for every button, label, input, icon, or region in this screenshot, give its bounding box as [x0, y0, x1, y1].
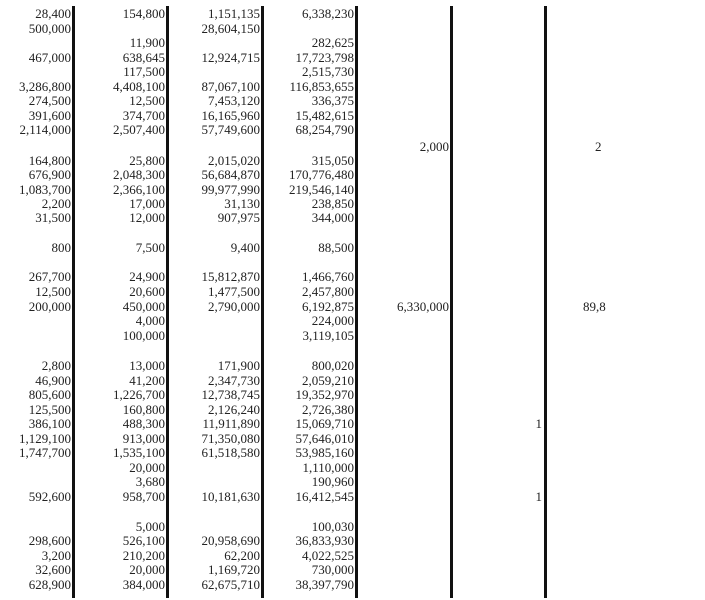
table-cell: 1,169,720: [208, 562, 260, 577]
table-cell: 628,900: [28, 577, 71, 592]
table-cell: 17,723,798: [295, 50, 354, 65]
table-cell: 11,911,890: [202, 416, 260, 431]
table-cell: 38,397,790: [295, 577, 354, 592]
table-cell: 2,366,100: [113, 182, 165, 197]
table-cell: 384,000: [122, 577, 165, 592]
table-cell: 1: [535, 416, 542, 431]
table-cell: 2,126,240: [208, 402, 260, 417]
table-cell: 15,069,710: [295, 416, 354, 431]
table-cell: 200,000: [28, 299, 71, 314]
table-cell: 7,453,120: [208, 93, 260, 108]
table-cell: 386,100: [28, 416, 71, 431]
table-cell: 2,000: [419, 139, 449, 154]
table-cell: 282,625: [311, 35, 354, 50]
table-cell: 730,000: [311, 562, 354, 577]
table-cell: 56,684,870: [201, 167, 260, 182]
table-cell: 62,675,710: [201, 577, 260, 592]
table-cell: 344,000: [311, 210, 354, 225]
table-cell: 87,067,100: [201, 79, 260, 94]
table-cell: 20,958,690: [201, 533, 260, 548]
table-cell: 274,500: [28, 93, 71, 108]
table-cell: 11,900: [129, 35, 165, 50]
table-cell: 224,000: [311, 313, 354, 328]
table-cell: 336,375: [311, 93, 354, 108]
table-cell: 88,500: [318, 240, 354, 255]
table-cell: 20,600: [129, 284, 165, 299]
table-cell: 116,853,655: [289, 79, 354, 94]
table-cell: 219,546,140: [289, 182, 354, 197]
table-cell: 238,850: [311, 196, 354, 211]
table-cell: 210,200: [122, 548, 165, 563]
table-cell: 2,048,300: [113, 167, 165, 182]
table-cell: 2,059,210: [302, 373, 354, 388]
table-cell: 31,500: [35, 210, 71, 225]
table-cell: 28,604,150: [201, 21, 260, 36]
table-cell: 500,000: [28, 21, 71, 36]
table-cell: 805,600: [28, 387, 71, 402]
table-cell: 170,776,480: [289, 167, 354, 182]
table-cell: 2,347,730: [208, 373, 260, 388]
table-cell: 2: [595, 139, 602, 154]
table-cell: 12,000: [129, 210, 165, 225]
table-cell: 36,833,930: [295, 533, 354, 548]
table-cell: 12,738,745: [201, 387, 260, 402]
table-cell: 1,110,000: [302, 460, 354, 475]
table-cell: 17,000: [129, 196, 165, 211]
table-cell: 1,747,700: [19, 445, 71, 460]
table-cell: 2,200: [41, 196, 71, 211]
table-cell: 71,350,080: [201, 431, 260, 446]
column-divider: [450, 6, 453, 598]
table-cell: 171,900: [217, 358, 260, 373]
table-cell: 1,151,135: [208, 6, 260, 21]
table-cell: 800,020: [311, 358, 354, 373]
table-cell: 46,900: [35, 373, 71, 388]
table-cell: 592,600: [28, 489, 71, 504]
table-cell: 4,000: [135, 313, 165, 328]
table-cell: 1,226,700: [113, 387, 165, 402]
table-cell: 1,535,100: [113, 445, 165, 460]
table-cell: 298,600: [28, 533, 71, 548]
table-cell: 20,000: [129, 562, 165, 577]
table-cell: 2,507,400: [113, 122, 165, 137]
table-cell: 5,000: [135, 519, 165, 534]
table-cell: 4,408,100: [113, 79, 165, 94]
table-cell: 15,812,870: [201, 269, 260, 284]
table-cell: 89,8: [583, 299, 606, 314]
table-cell: 9,400: [230, 240, 260, 255]
table-cell: 3,680: [135, 474, 165, 489]
table-cell: 6,338,230: [302, 6, 354, 21]
table-cell: 117,500: [123, 64, 165, 79]
table-cell: 913,000: [122, 431, 165, 446]
table-cell: 7,500: [135, 240, 165, 255]
table-cell: 800: [51, 240, 71, 255]
table-cell: 20,000: [129, 460, 165, 475]
table-cell: 125,500: [28, 402, 71, 417]
table-cell: 100,030: [311, 519, 354, 534]
table-cell: 24,900: [129, 269, 165, 284]
table-cell: 61,518,580: [201, 445, 260, 460]
table-cell: 99,977,990: [201, 182, 260, 197]
table-cell: 62,200: [224, 548, 260, 563]
table-cell: 160,800: [122, 402, 165, 417]
table-cell: 57,646,010: [295, 431, 354, 446]
table-cell: 100,000: [122, 328, 165, 343]
table-cell: 374,700: [122, 108, 165, 123]
table-cell: 57,749,600: [201, 122, 260, 137]
table-cell: 3,119,105: [302, 328, 354, 343]
table-cell: 3,200: [41, 548, 71, 563]
table-cell: 31,130: [224, 196, 260, 211]
table-cell: 2,790,000: [208, 299, 260, 314]
table-cell: 154,800: [122, 6, 165, 21]
table-cell: 16,412,545: [295, 489, 354, 504]
table-cell: 2,114,000: [19, 122, 71, 137]
table-cell: 638,645: [122, 50, 165, 65]
table-cell: 267,700: [28, 269, 71, 284]
table-cell: 526,100: [122, 533, 165, 548]
table-cell: 53,985,160: [295, 445, 354, 460]
table-cell: 958,700: [122, 489, 165, 504]
table-cell: 907,975: [217, 210, 260, 225]
table-cell: 19,352,970: [295, 387, 354, 402]
table-cell: 25,800: [129, 153, 165, 168]
table-cell: 16,165,960: [201, 108, 260, 123]
table-cell: 15,482,615: [295, 108, 354, 123]
table-cell: 28,400: [35, 6, 71, 21]
column-divider: [544, 6, 547, 598]
table-cell: 12,924,715: [201, 50, 260, 65]
table-cell: 2,515,730: [302, 64, 354, 79]
table-cell: 2,800: [41, 358, 71, 373]
table-cell: 68,254,790: [295, 122, 354, 137]
table-cell: 3,286,800: [19, 79, 71, 94]
table-cell: 2,726,380: [302, 402, 354, 417]
table-cell: 1,129,100: [19, 431, 71, 446]
table-cell: 190,960: [311, 474, 354, 489]
table-cell: 450,000: [122, 299, 165, 314]
table-cell: 1,083,700: [19, 182, 71, 197]
table-cell: 164,800: [28, 153, 71, 168]
table-cell: 488,300: [122, 416, 165, 431]
table-cell: 32,600: [35, 562, 71, 577]
table-cell: 676,900: [28, 167, 71, 182]
table-cell: 12,500: [35, 284, 71, 299]
table-cell: 10,181,630: [201, 489, 260, 504]
table-cell: 467,000: [28, 50, 71, 65]
table-cell: 6,330,000: [397, 299, 449, 314]
table-cell: 6,192,875: [302, 299, 354, 314]
table-cell: 1,466,760: [302, 269, 354, 284]
table-cell: 13,000: [129, 358, 165, 373]
table-cell: 12,500: [129, 93, 165, 108]
table-cell: 1,477,500: [208, 284, 260, 299]
table-cell: 2,457,800: [302, 284, 354, 299]
table-cell: 41,200: [129, 373, 165, 388]
table-cell: 4,022,525: [302, 548, 354, 563]
table-cell: 391,600: [28, 108, 71, 123]
table-cell: 2,015,020: [208, 153, 260, 168]
table-cell: 1: [535, 489, 542, 504]
table-cell: 315,050: [311, 153, 354, 168]
